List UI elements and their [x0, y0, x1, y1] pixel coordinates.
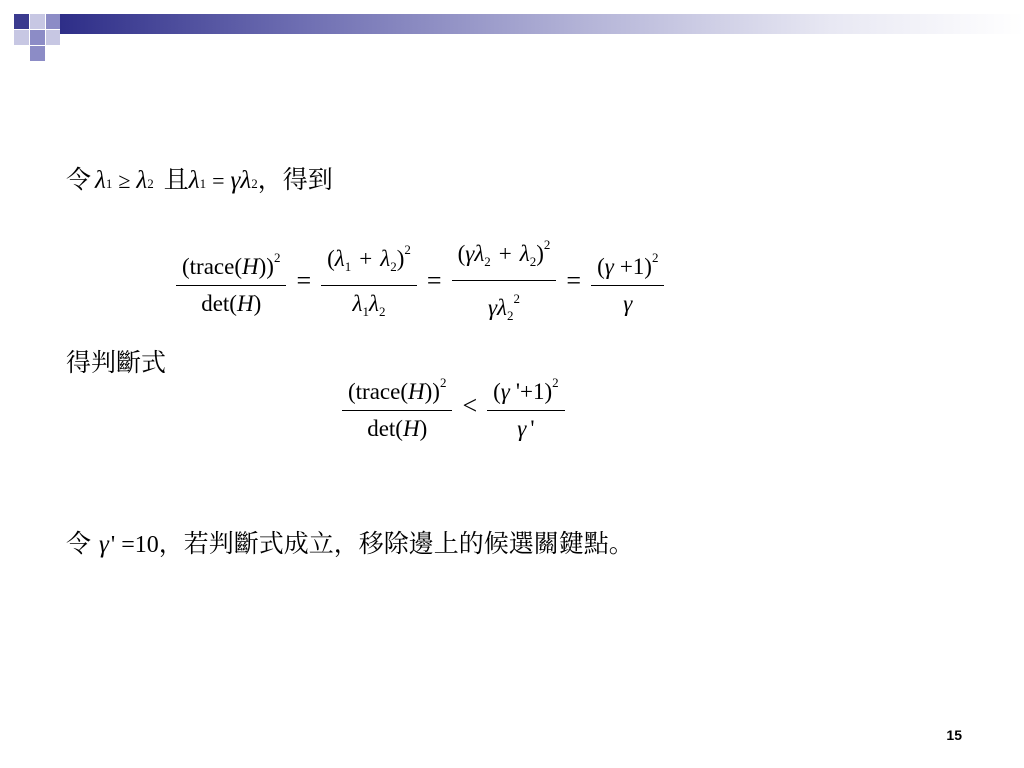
equation-criterion [338, 368, 569, 444]
denominator: γ ' [517, 416, 535, 441]
deco-square [46, 14, 60, 29]
gamma-value: ' =10 [110, 532, 159, 558]
deco-square [14, 14, 29, 29]
fraction-trace-det [176, 243, 286, 319]
lambda-symbol: λ [188, 167, 200, 194]
subscript: 1 [199, 176, 207, 191]
equals-symbol: = [296, 265, 312, 295]
text-get: ，得到 [257, 165, 333, 194]
fraction-gamma-lambda [452, 230, 557, 331]
equals-symbol: = [212, 168, 225, 193]
fraction-gamma-plus-one [591, 243, 664, 319]
deco-square [30, 46, 45, 61]
numerator: (γ '+1)$^2$ [487, 368, 565, 411]
text-condition: ，若判斷式成立，移除邊上的候選關鍵點。 [158, 529, 634, 558]
denominator: $\lambda_1\lambda_2$ [352, 290, 386, 319]
less-than-symbol: < [462, 391, 478, 420]
deco-square [30, 14, 45, 29]
threshold-line [66, 524, 634, 560]
deco-square [46, 30, 60, 45]
equals-symbol: = [566, 265, 582, 295]
condition-line [66, 160, 333, 196]
gamma-symbol: γ [230, 167, 241, 194]
denominator: $\gamma\lambda_2^2$ [487, 291, 520, 323]
subscript: 2 [251, 176, 258, 191]
fraction-lambda-sum [321, 235, 417, 327]
page-number: 15 [946, 727, 962, 743]
equals-symbol: = [426, 265, 442, 295]
equation-ratio-chain [172, 230, 668, 331]
deco-square [30, 30, 45, 45]
gamma-symbol: γ [99, 531, 109, 558]
numerator: $(\gamma +1)^2$ [591, 243, 664, 286]
lambda-symbol: λ [240, 167, 252, 194]
deco-square [14, 30, 29, 45]
fraction-trace-det [342, 368, 452, 444]
ge-symbol: ≥ [118, 168, 131, 193]
text-ling: 令 [66, 529, 92, 558]
denominator: det(H) [201, 290, 262, 316]
text-ling: 令 [66, 165, 92, 194]
lambda-symbol: λ [136, 167, 148, 194]
numerator: $(\lambda_1 + \lambda_2)^2$ [321, 235, 417, 286]
subscript: 1 [105, 176, 113, 191]
denominator: det(H) [367, 416, 428, 441]
numerator: $(\gamma\lambda_2 + \lambda_2)^2$ [452, 230, 557, 281]
header-gradient-bar [60, 14, 1024, 34]
text-and: 且 [163, 165, 189, 194]
subscript: 2 [147, 176, 154, 191]
numerator: (trace(H))$^2$ [176, 243, 286, 286]
lambda-symbol: λ [95, 167, 106, 194]
numerator: (trace(H))$^2$ [342, 368, 452, 411]
fraction-gamma-prime [487, 368, 565, 444]
criterion-label: 得判斷式 [66, 348, 167, 377]
denominator: γ [623, 290, 633, 316]
